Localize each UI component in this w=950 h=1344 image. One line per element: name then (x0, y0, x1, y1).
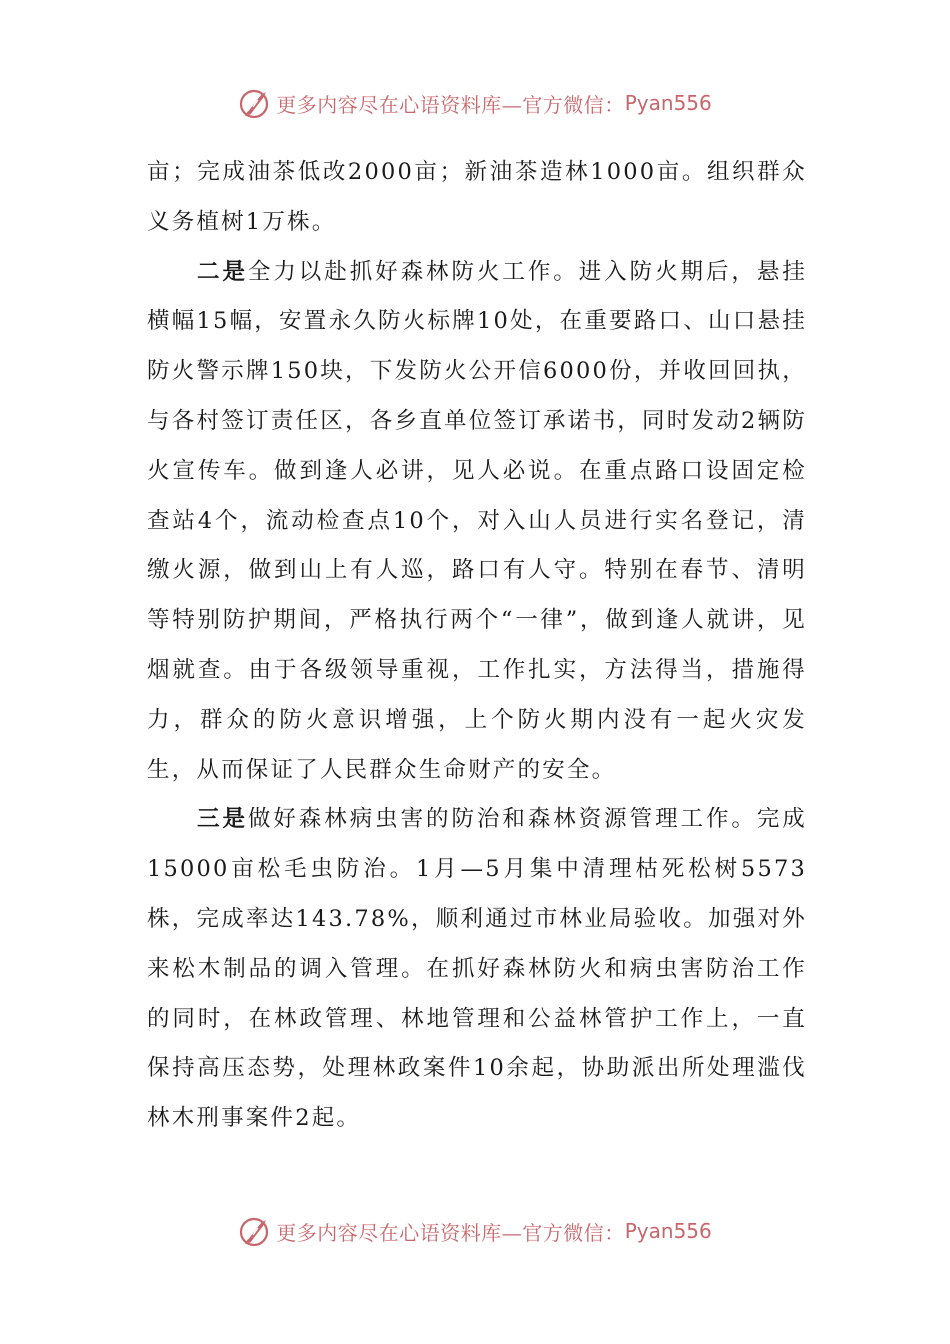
header-banner (0, 83, 950, 123)
banner-text: 更多内容尽在心语资料库—官方微信： (276, 92, 625, 117)
footer-banner (0, 1211, 950, 1251)
paragraph-3-lead: 三是 (197, 806, 248, 833)
pen-nib-logo-icon (238, 1214, 272, 1248)
banner-contact: Pyan556 (624, 1219, 712, 1243)
paragraph-2 (147, 248, 807, 796)
paragraph-3 (147, 795, 807, 1144)
pen-nib-logo-icon (238, 86, 272, 120)
paragraph-2-text: 全力以赴抓好森林防火工作。进入防火期后，悬挂横幅15幅，安置永久防火标牌10处，在重要路口、山口悬挂防火警示牌150块，下发防火公开信6000份，并收回回执，与各村签订责任区，各乡直单位签订承诺书，同时发动2辆防火宣传车。做到逢人必讲，见人必说。在重点路口设固定检查站4个，流动检查点10个，对入山人员进行实名登记，清缴火源，做到山上有人巡，路口有人守。特别在春节、清明等特别防护期间，严格执行两个“一律”，做到逢人就讲，见烟就查。由于各级领导重视，工作扎实，方法得当，措施得力，群众的防火意识增强，上个防火期内没有一起火灾发生，从而保证了人民群众生命财产的安全。 (147, 258, 808, 783)
banner-text: 更多内容尽在心语资料库—官方微信： (276, 1220, 625, 1245)
banner-contact: Pyan556 (624, 91, 712, 115)
paragraph-1: 亩；完成油茶低改2000亩；新油茶造林1000亩。组织群众义务植树1万株。 (147, 159, 807, 235)
document-body (147, 148, 807, 1144)
paragraph-3-text: 做好森林病虫害的防治和森林资源管理工作。完成15000亩松毛虫防治。1月—5月集中清理枯死松树5573株，完成率达143.78%，顺利通过市林业局验收。加强对外来松木制品的调入管理。在抓好森林防火和病虫害防治工作的同时，在林政管理、林地管理和公益林管护工作上，一直保持高压态势，处理林政案件10余起，协助派出所处理滥伐林木刑事案件2起。 (147, 806, 808, 1132)
paragraph-2-lead: 二是 (197, 258, 248, 285)
